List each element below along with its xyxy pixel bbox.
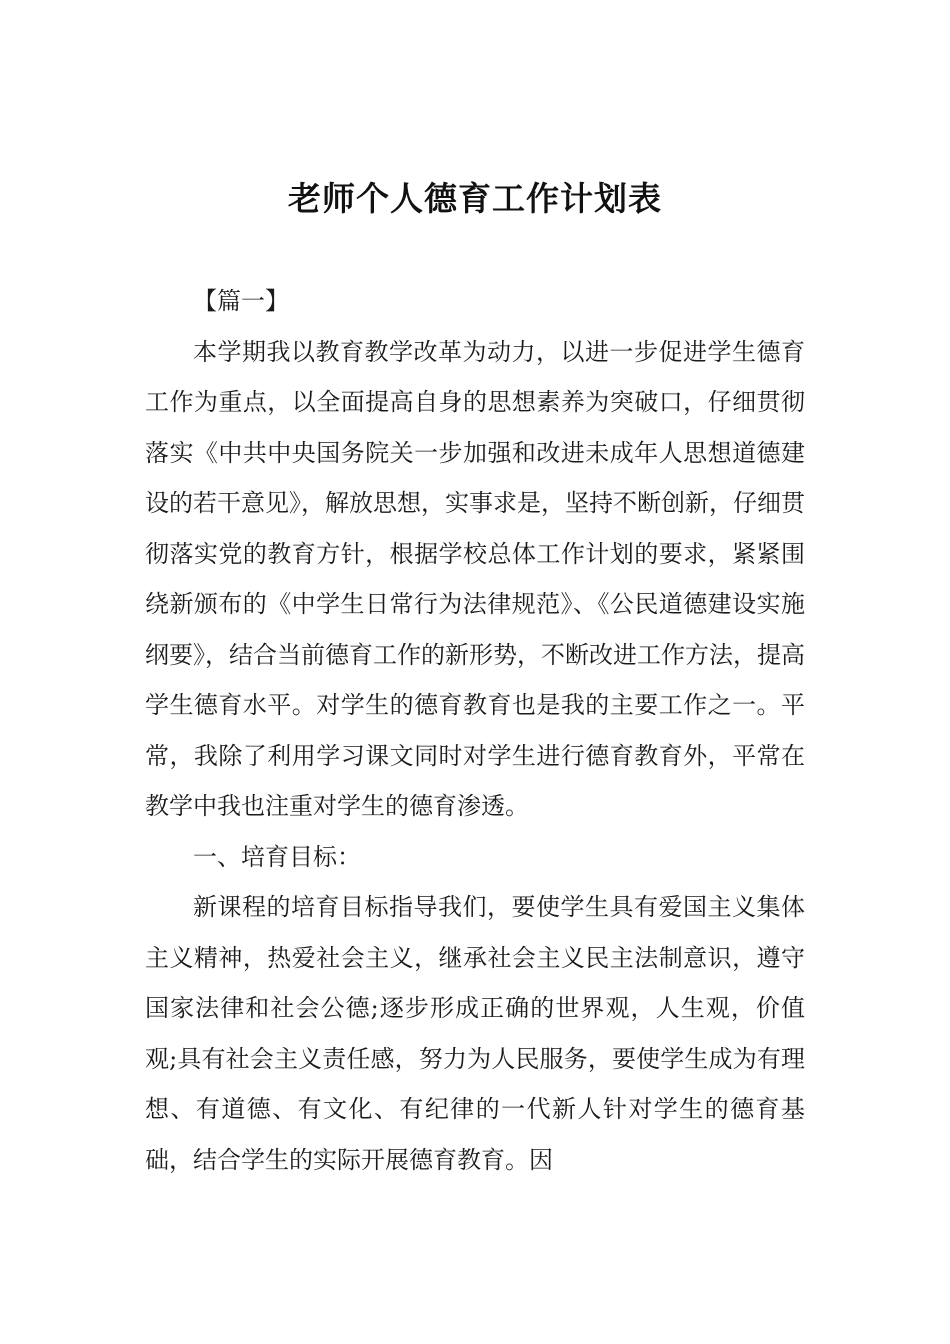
paragraph-training-goals: 新课程的培育目标指导我们，要使学生具有爱国主义集体主义精神，热爱社会主义，继承社会主义民主法制意识，遵守国家法律和社会公德;逐步形成正确的世界观，人生观，价值观;具有社会主义责任感，努力为人民服务，要使学生成为有理想、有道德、有文化、有纪律的一代新人针对学生的德育基础，结合学生的实际开展德育教育。因 — [145, 893, 805, 1174]
paragraph-intro: 本学期我以教育教学改革为动力，以进一步促进学生德育工作为重点，以全面提高自身的思想素养为突破口，仔细贯彻落实《中共中央国务院关一步加强和改进未成年人思想道德建设的若干意见》，解放思想，实事求是，坚持不断创新，仔细贯彻落实党的教育方针，根据学校总体工作计划的要求，紧紧围绕新颁布的《中学生日常行为法律规范》、《公民道德建设实施纲要》，结合当前德育工作的新形势，不断改进工作方法，提高学生德育水平。对学生的德育教育也是我的主要工作之一。平常，我除了利用学习课文同时对学生进行德育教育外，平常在教学中我也注重对学生的德育渗透。 — [145, 337, 805, 820]
section-label: 【篇一】 — [193, 287, 289, 315]
document-title: 老师个人德育工作计划表 — [288, 179, 662, 218]
document-body — [145, 276, 805, 1185]
heading-training-goals: 一、培育目标： — [193, 842, 361, 871]
